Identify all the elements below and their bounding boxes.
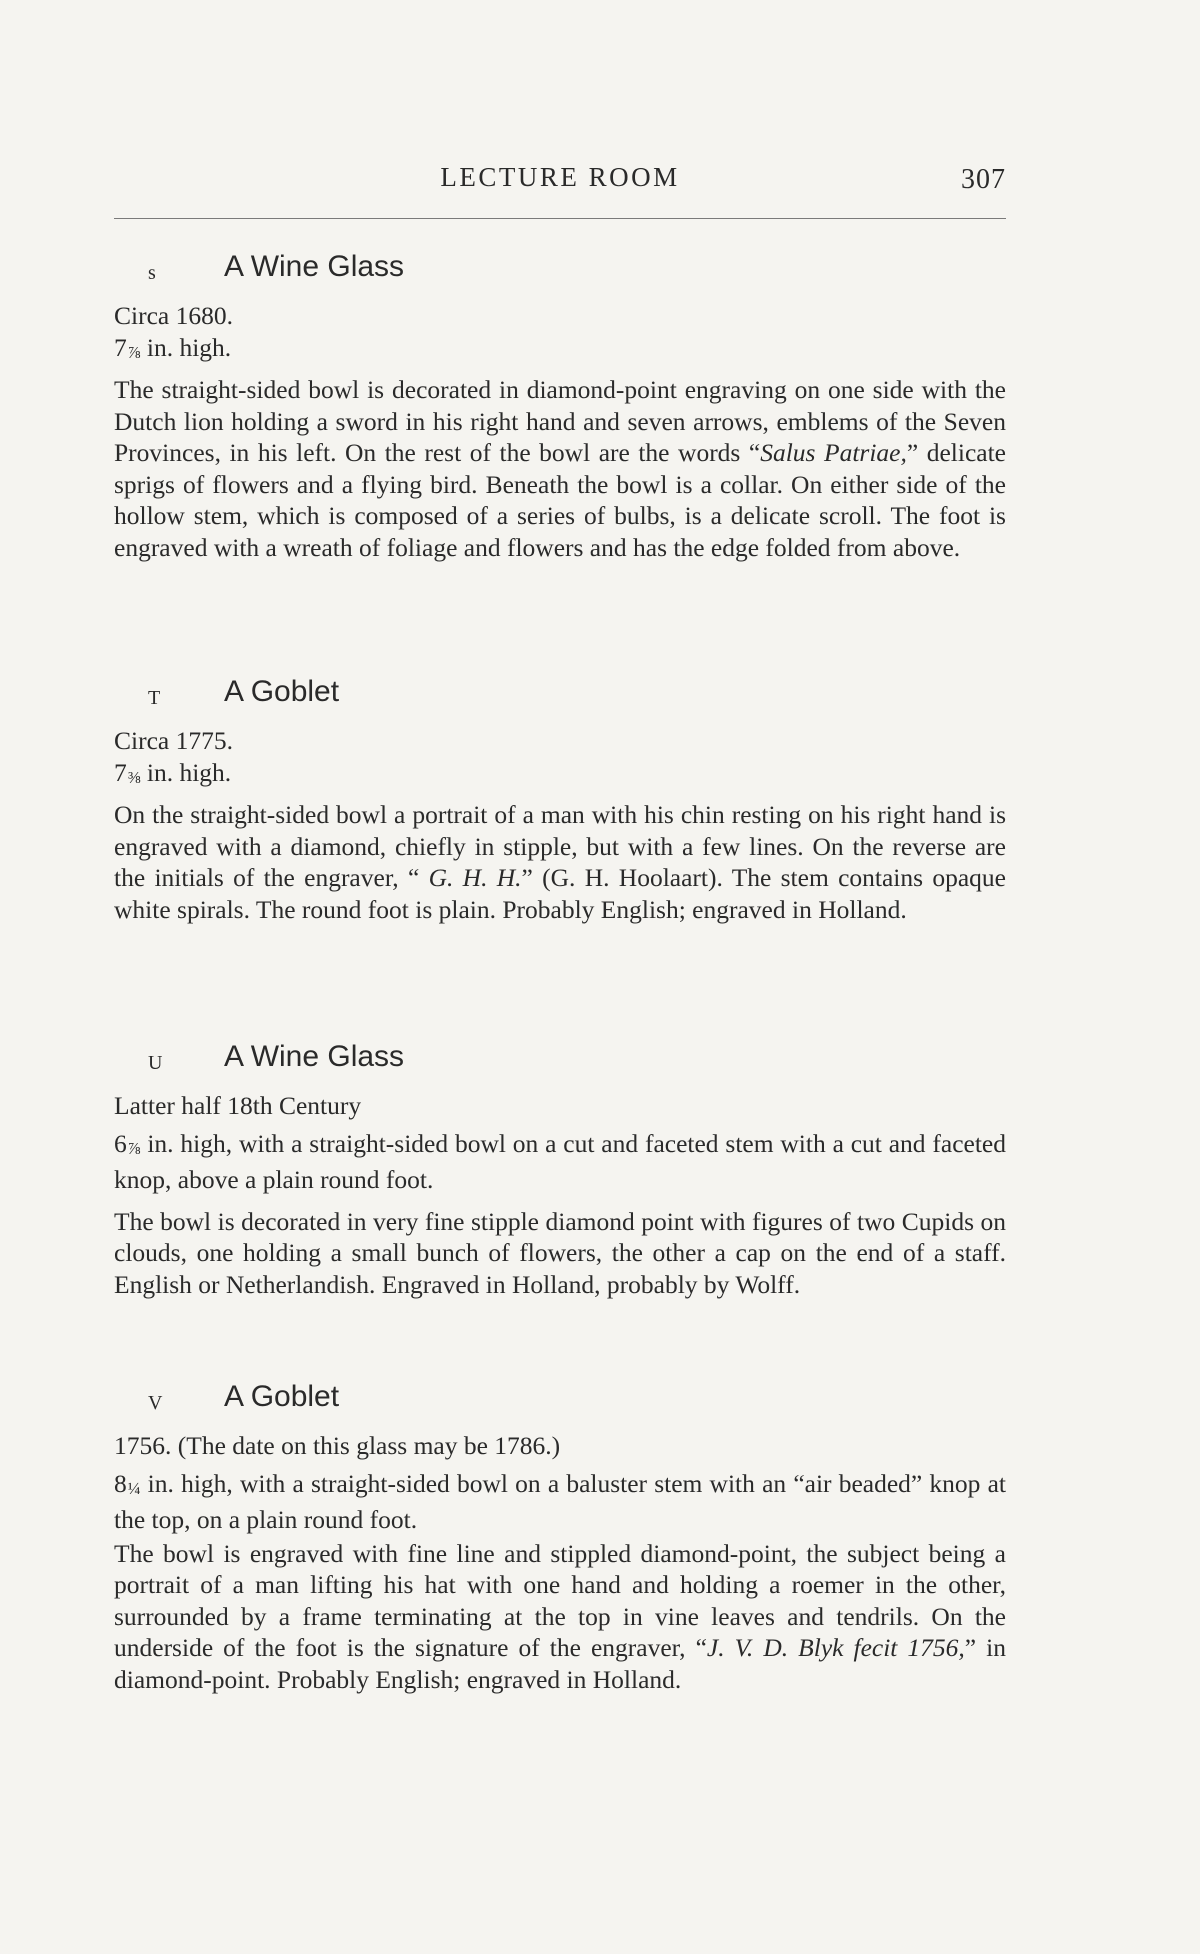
- entry-dimensions: [114, 757, 1006, 794]
- catalogue-entry-s: [114, 250, 1006, 564]
- description-text: On the straight-sided bowl a portrait of a man with his chin resting on his right hand is engraved with a diamond, chiefly in stipple, but with a few lines. On the reverse are the initials of the engraver, “: [114, 800, 1006, 893]
- catalogue-entry-t: [114, 675, 1006, 925]
- description-text-continued: ” (G. H. Hoolaart). The stem contains opaque white spirals. The round foot is plain. Probably English; engraved in Holland.: [114, 863, 1006, 924]
- entry-date: 1756. (The date on this glass may be 1786.): [114, 1431, 561, 1460]
- description-text: The straight-sided bowl is decorated in diamond-point engraving on one side with the Dutch lion holding a sword in his right hand and seven arrows, emblems of the Seven Provinces, in his left. On the rest of the bowl are the words “: [114, 375, 1006, 468]
- height-fraction: ¼: [127, 1478, 141, 1498]
- header-rule: [114, 218, 1006, 219]
- entry-heading: [114, 675, 1006, 719]
- height-text: in. high.: [140, 332, 232, 362]
- description-italic: Salus Patriae,: [760, 438, 907, 468]
- entry-heading: [114, 1040, 1006, 1084]
- height-whole: 6: [114, 1128, 127, 1158]
- height-text: in. high, with a straight-sided bowl on a cut and faceted stem with a cut and faceted knop, above a plain round foot.: [114, 1128, 1006, 1195]
- entry-letter: V: [148, 1392, 164, 1414]
- height-fraction: ⅞: [127, 1138, 141, 1158]
- entry-date: Circa 1680.: [114, 301, 233, 330]
- entry-date: Circa 1775.: [114, 726, 233, 755]
- entry-title: A Goblet: [224, 675, 340, 708]
- entry-letter: U: [148, 1052, 164, 1074]
- height-whole: 7: [114, 757, 127, 787]
- description-text: The bowl is engraved with fine line and stippled diamond-point, the subject being a portrait of a man lifting his hat with one hand and holding a roemer in the other, surrounded by a frame terminating at the top in vine leaves and tendrils. On the underside of the foot is the signature of the engraver, “: [114, 1538, 1006, 1663]
- running-head: [114, 158, 1006, 198]
- entry-heading: [114, 250, 1006, 294]
- entry-description: [114, 374, 1006, 564]
- entry-description: [114, 1538, 1006, 1696]
- entry-dimensions: [114, 1468, 1006, 1536]
- height-whole: 8: [114, 1468, 127, 1498]
- description-italic: J. V. D. Blyk fecit 1756,: [706, 1633, 965, 1663]
- height-whole: 7: [114, 332, 127, 362]
- entry-heading: [114, 1380, 1006, 1424]
- entry-title: A Goblet: [224, 1380, 340, 1413]
- description-text: The bowl is decorated in very fine stipple diamond point with figures of two Cupids on clouds, one holding a small bunch of flowers, the other a cap on the end of a staff. English or Netherlandish. Engraved in Holland, probably by Wolff.: [114, 1206, 1006, 1299]
- height-text: in. high, with a straight-sided bowl on a baluster stem with an “air beaded” knop at the top, on a plain round foot.: [114, 1468, 1006, 1535]
- entry-dimensions: [114, 332, 1006, 369]
- entry-title: A Wine Glass: [224, 1040, 405, 1073]
- height-fraction: ⅞: [127, 342, 141, 362]
- entry-date: Latter half 18th Century: [114, 1091, 362, 1120]
- page-number: 307: [961, 164, 1006, 195]
- description-italic: G. H. H.: [428, 863, 522, 893]
- running-title: LECTURE ROOM: [440, 162, 680, 192]
- height-text: in. high.: [140, 757, 232, 787]
- catalogue-entry-v: [114, 1380, 1006, 1696]
- entry-letter: s: [148, 262, 157, 284]
- entry-description: [114, 1206, 1006, 1301]
- entry-title: A Wine Glass: [224, 250, 405, 283]
- description-text-continued: ” in diamond-point. Probably English; engraved in Holland.: [114, 1633, 1006, 1695]
- description-text-continued: ” delicate sprigs of flowers and a flying bird. Beneath the bowl is a collar. On either side of the hollow stem, which is composed of a series of bulbs, is a delicate scroll. The foot is engraved with a wreath of foliage and flowers and has the edge folded from above.: [114, 438, 1006, 562]
- catalogue-entry-u: [114, 1040, 1006, 1300]
- entry-dimensions: [114, 1128, 1006, 1196]
- entry-letter: T: [148, 687, 162, 709]
- entry-description: [114, 799, 1006, 925]
- height-fraction: ⅜: [127, 767, 141, 787]
